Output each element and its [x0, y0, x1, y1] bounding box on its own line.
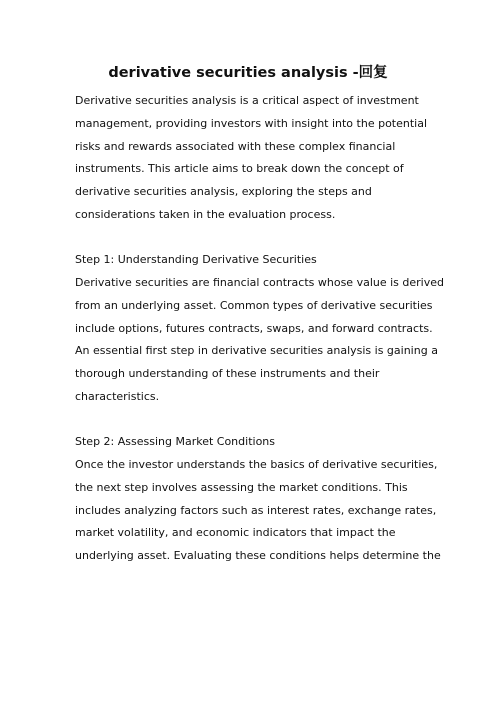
- paragraph-line: An essential first step in derivative securities analysis is gaining a: [75, 344, 438, 358]
- section-heading: Step 1: Understanding Derivative Securities: [75, 253, 317, 267]
- paragraph-line: derivative securities analysis, exploring the steps and: [75, 185, 372, 198]
- paragraph-line: thorough understanding of these instruments and their: [75, 367, 380, 380]
- section-heading: Step 2: Assessing Market Conditions: [75, 435, 275, 449]
- paragraph-line: underlying asset. Evaluating these conditions helps determine the: [75, 549, 441, 562]
- paragraph-line: Derivative securities analysis is a critical aspect of investment: [75, 94, 419, 107]
- paragraph-line: management, providing investors with insight into the potential: [75, 116, 428, 130]
- paragraph-line: Derivative securities are financial contracts whose value is derived: [75, 276, 444, 289]
- intro-paragraph: [75, 90, 428, 227]
- paragraph-line: market volatility, and economic indicators that impact the: [75, 526, 396, 540]
- document-title: derivative securities analysis -回复: [108, 65, 388, 81]
- document-body: [75, 90, 444, 591]
- paragraph-line: from an underlying asset. Common types of derivative securities: [75, 298, 433, 312]
- paragraph-line: characteristics.: [75, 389, 160, 403]
- paragraph-line: instruments. This article aims to break down the concept of: [75, 162, 404, 176]
- paragraph-line: considerations taken in the evaluation process.: [75, 207, 336, 221]
- paragraph-line: include options, futures contracts, swaps, and forward contracts.: [75, 321, 433, 335]
- paragraph-line: Once the investor understands the basics of derivative securities,: [75, 458, 438, 471]
- paragraph-line: includes analyzing factors such as interest rates, exchange rates,: [75, 503, 437, 517]
- paragraph-line: the next step involves assessing the market conditions. This: [75, 480, 408, 494]
- section-step-1: [75, 249, 444, 408]
- section-step-2: [75, 431, 441, 568]
- paragraph-line: risks and rewards associated with these complex financial: [75, 139, 396, 153]
